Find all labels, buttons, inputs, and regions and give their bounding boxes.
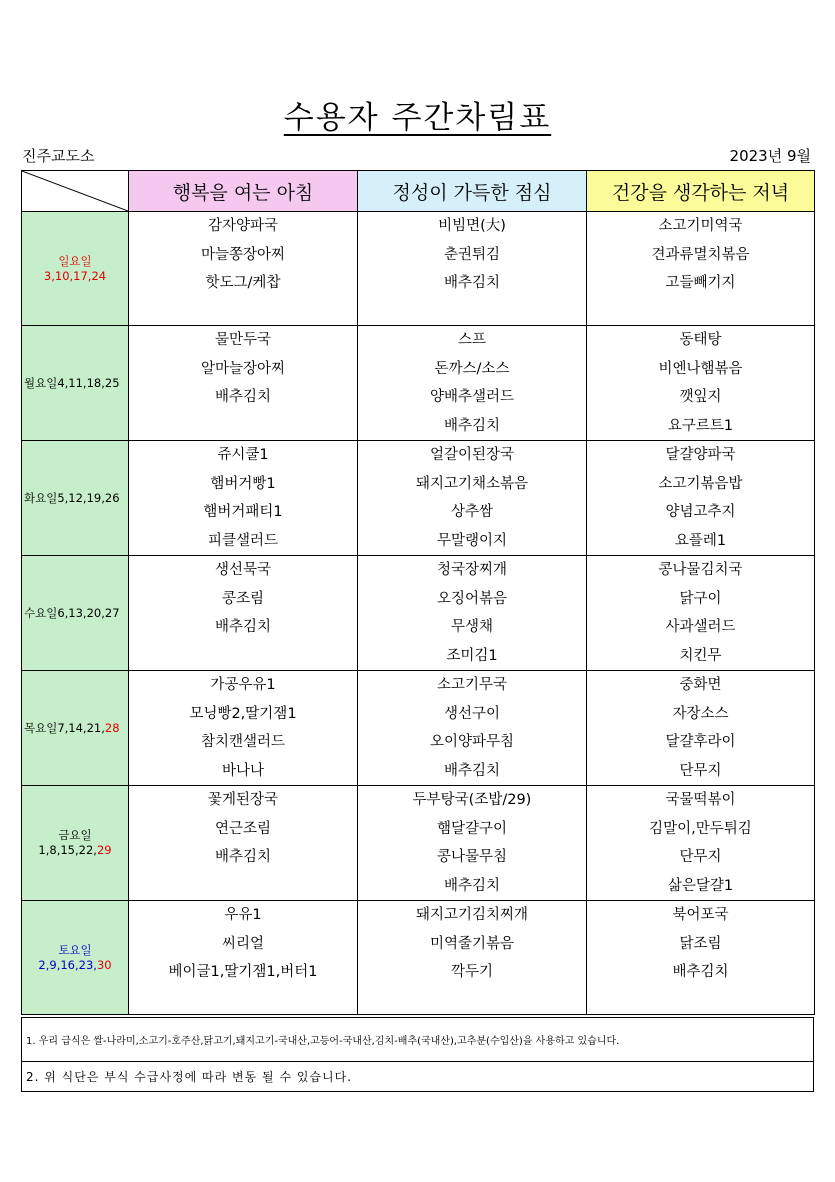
dish-item: 얼갈이된장국 — [429, 447, 515, 463]
dinner-cell — [587, 786, 815, 901]
day-row-tuesday — [22, 441, 815, 556]
page-title: 수용자 주간차림표 — [283, 100, 552, 136]
dish-item: 닭조림 — [679, 935, 722, 952]
dish-item: 무생채 — [450, 619, 494, 635]
dish-item: 김말이,만두튀김 — [649, 820, 752, 837]
day-name: 화요일 — [24, 490, 58, 505]
day-row-wednesday — [22, 556, 815, 671]
day-name: 월요일 — [24, 375, 58, 390]
day-dates: 1,8,15,22, — [38, 843, 97, 857]
dish-item: 견과류멸치볶음 — [651, 246, 750, 263]
dish-item: 달걀양파국 — [665, 447, 736, 463]
lunch-cell — [358, 326, 587, 441]
dish-item: 알마늘장아찌 — [200, 360, 286, 377]
lunch-cell — [358, 786, 587, 901]
day-label — [22, 212, 129, 326]
dish-item: 청국장찌개 — [436, 562, 508, 578]
dish-item: 배추김치 — [672, 964, 729, 980]
day-name: 일요일 — [58, 253, 92, 268]
organization-name: 진주교도소 — [22, 147, 95, 165]
dish-item: 우유1 — [224, 907, 262, 923]
dish-item: 배추김치 — [443, 877, 501, 894]
dish-item: 깍두기 — [450, 964, 494, 980]
dish-item: 조미김1 — [446, 647, 498, 664]
dish-item: 꽃게된장국 — [207, 792, 279, 808]
day-label — [22, 556, 129, 671]
dish-item: 배추김치 — [443, 417, 501, 434]
day-dates: 5,12,19,26 — [57, 490, 120, 505]
dish-item: 깻잎지 — [679, 389, 722, 405]
day-dates: 2,9,16,23, — [38, 957, 97, 972]
dish-item: 핫도그/케찹 — [205, 275, 281, 291]
dish-item: 생선묵국 — [214, 562, 272, 578]
dish-item: 돈까스/소스 — [434, 360, 510, 377]
dish-item: 씨리얼 — [221, 935, 265, 952]
header-row — [22, 171, 815, 212]
dish-item: 참치캔샐러드 — [200, 734, 286, 750]
dish-item: 소고기볶음밥 — [658, 475, 743, 492]
dish-item: 두부탕국(조밥/29) — [412, 792, 532, 808]
day-dates-holiday: 30 — [96, 957, 112, 972]
day-row-saturday — [22, 901, 815, 1015]
dish-item: 돼지고기김치찌개 — [415, 907, 529, 923]
dish-item: 소고기미역국 — [658, 218, 743, 234]
dinner-cell — [587, 901, 815, 1015]
dish-item: 중화면 — [679, 677, 722, 693]
corner-cell — [22, 171, 129, 212]
dish-item: 무말랭이지 — [436, 532, 508, 549]
dish-item: 쥬시쿨1 — [217, 447, 269, 463]
day-label — [22, 441, 129, 556]
dish-item: 베이글1,딸기잼1,버터1 — [168, 964, 318, 980]
breakfast-cell — [129, 786, 358, 901]
dish-item: 소고기무국 — [436, 677, 508, 693]
day-dates: 4,11,18,25 — [57, 375, 120, 390]
dish-item: 오이양파무침 — [429, 734, 515, 750]
dish-item: 가공우유1 — [210, 677, 276, 693]
dish-item: 콩나물김치국 — [658, 562, 743, 578]
dinner-header: 건강을 생각하는 저녁 — [587, 171, 815, 212]
dish-item: 삶은달걀1 — [667, 877, 734, 894]
dish-item: 연근조림 — [214, 820, 272, 837]
dish-item: 고들빼기지 — [665, 275, 736, 291]
dish-item: 배추김치 — [443, 275, 501, 291]
diagonal-line-icon — [22, 171, 128, 211]
dish-item: 양배추샐러드 — [429, 389, 515, 405]
day-label — [22, 326, 129, 441]
dish-item: 돼지고기채소볶음 — [415, 475, 529, 492]
dish-item: 동태탕 — [679, 332, 722, 348]
dish-item: 배추김치 — [443, 762, 501, 779]
dish-item: 달걀후라이 — [665, 734, 736, 750]
dish-item: 상추쌈 — [450, 504, 494, 520]
dish-item: 미역줄기볶음 — [429, 935, 515, 952]
day-row-friday — [22, 786, 815, 901]
lunch-cell — [358, 556, 587, 671]
breakfast-cell — [129, 901, 358, 1015]
day-dates-holiday: 29 — [96, 843, 112, 857]
dish-item: 햄버거패티1 — [203, 504, 283, 520]
day-name: 목요일 — [24, 720, 58, 735]
note-origin: 1. 우리 급식은 쌀-나라미,소고기-호주산,닭고기,돼지고기-국내산,고등어-국내산,김치-배추(국내산),고추분(수입산)을 사용하고 있습니다. — [22, 1018, 814, 1062]
dinner-cell — [587, 326, 815, 441]
weekly-menu-table — [21, 170, 815, 1015]
day-row-monday — [22, 326, 815, 441]
dish-item: 치킨무 — [679, 647, 722, 664]
dish-item: 콩조림 — [221, 590, 265, 607]
dish-item: 마늘쫑장아찌 — [200, 246, 286, 263]
dish-item: 자장소스 — [672, 705, 729, 722]
lunch-header: 정성이 가득한 점심 — [358, 171, 587, 212]
dish-item: 생선구이 — [443, 705, 501, 722]
breakfast-header: 행복을 여는 아침 — [129, 171, 358, 212]
dish-item: 닭구이 — [679, 590, 722, 607]
dish-item: 오징어볶음 — [436, 590, 508, 607]
dish-item: 단무지 — [679, 849, 722, 865]
dinner-cell — [587, 212, 815, 326]
dish-item: 햄버거빵1 — [210, 475, 276, 492]
dish-item: 비엔나햄볶음 — [658, 360, 743, 377]
dish-item: 북어포국 — [672, 907, 729, 923]
day-name: 금요일 — [58, 828, 92, 842]
lunch-cell — [358, 441, 587, 556]
dish-item: 모닝빵2,딸기잼1 — [189, 705, 297, 722]
dish-item: 단무지 — [679, 762, 722, 779]
lunch-cell — [358, 671, 587, 786]
day-name: 수요일 — [24, 605, 58, 620]
day-label — [22, 901, 129, 1015]
note-change: 2. 위 식단은 부식 수급사정에 따라 변동 될 수 있습니다. — [22, 1062, 814, 1092]
dinner-cell — [587, 441, 815, 556]
dish-item: 배추김치 — [214, 849, 272, 865]
breakfast-cell — [129, 556, 358, 671]
day-name: 토요일 — [58, 942, 92, 957]
day-row-thursday — [22, 671, 815, 786]
notes-table — [21, 1017, 814, 1092]
breakfast-cell — [129, 212, 358, 326]
dish-item: 양념고추지 — [665, 504, 736, 520]
dinner-cell — [587, 556, 815, 671]
lunch-cell — [358, 901, 587, 1015]
dish-item: 배추김치 — [214, 389, 272, 405]
dish-item: 비빔면(大) — [438, 218, 506, 234]
day-label — [22, 671, 129, 786]
breakfast-cell — [129, 326, 358, 441]
dish-item: 춘권튀김 — [443, 246, 501, 263]
day-label — [22, 786, 129, 901]
dish-item: 배추김치 — [214, 619, 272, 635]
menu-date: 2023년 9월 — [729, 147, 811, 165]
day-dates-holiday: 28 — [104, 720, 120, 735]
dish-item: 스프 — [457, 332, 486, 348]
breakfast-cell — [129, 671, 358, 786]
day-row-sunday — [22, 212, 815, 326]
dish-item: 바나나 — [221, 762, 265, 779]
breakfast-cell — [129, 441, 358, 556]
dish-item: 피클샐러드 — [207, 532, 279, 549]
dish-item: 요구르트1 — [667, 417, 734, 434]
day-dates: 3,10,17,24 — [43, 268, 107, 283]
dish-item: 물만두국 — [214, 332, 272, 348]
day-dates: 6,13,20,27 — [57, 605, 120, 620]
lunch-cell — [358, 212, 587, 326]
dish-item: 요플레1 — [674, 532, 727, 549]
dish-item: 사과샐러드 — [665, 619, 736, 635]
dish-item: 햄달걀구이 — [436, 820, 508, 837]
dish-item: 콩나물무침 — [436, 849, 508, 865]
dinner-cell — [587, 671, 815, 786]
dish-item: 감자양파국 — [207, 218, 279, 234]
dish-item: 국물떡볶이 — [665, 792, 736, 808]
day-dates: 7,14,21, — [57, 720, 105, 735]
